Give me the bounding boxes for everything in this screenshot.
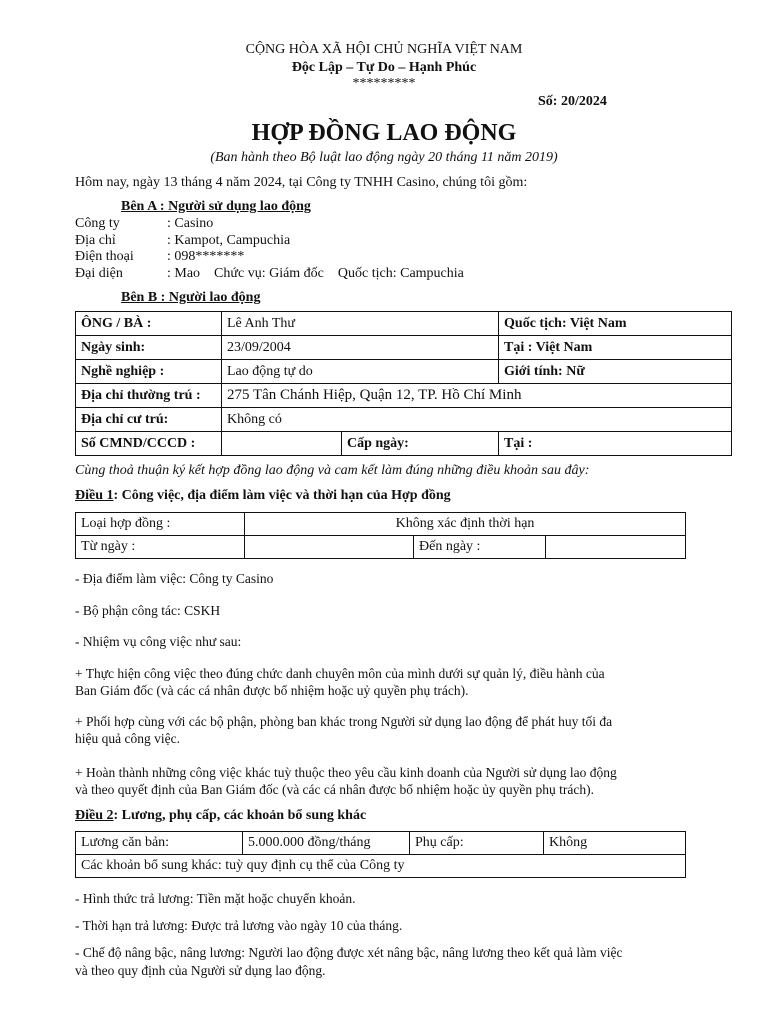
- id-number-value: [222, 432, 342, 456]
- table-row: [76, 832, 686, 855]
- issue-place-cell: Tại :: [499, 432, 732, 456]
- party-b-table: [75, 311, 732, 456]
- table-row: [76, 360, 732, 384]
- article-1-number: Điều 1: [75, 488, 114, 503]
- residence-address-label: Địa chỉ cư trú:: [76, 408, 222, 432]
- name-label: ÔNG / BÀ :: [76, 312, 222, 336]
- table-row: [76, 312, 732, 336]
- contract-number: Số: 20/2024: [538, 94, 607, 109]
- party-a-address-value: : Kampot, Campuchia: [167, 233, 291, 248]
- contract-title: HỢP ĐỒNG LAO ĐỘNG: [251, 120, 517, 146]
- duty-2-line-1: + Phối hợp cùng với các bộ phận, phòng ban khác trong Người sử dụng lao động để phát huy tối đa: [75, 714, 613, 729]
- start-date-label: Từ ngày :: [76, 536, 245, 559]
- dob-label: Ngày sinh:: [76, 336, 222, 360]
- national-motto: Độc Lập – Tự Do – Hạnh Phúc: [291, 60, 477, 75]
- duty-1-line-1: + Thực hiện công việc theo đúng chức danh chuyên môn của mình dưới sự quản lý, điều hành của: [75, 666, 605, 681]
- permanent-address-value: 275 Tân Chánh Hiệp, Quận 12, TP. Hồ Chí Minh: [222, 384, 732, 408]
- party-a-heading: Bên A : Người sử dụng lao động: [121, 199, 311, 214]
- party-a-phone-value: : 098*******: [167, 249, 245, 264]
- base-salary-label: Lương căn bản:: [76, 832, 243, 855]
- agreement-text: Cùng thoả thuận ký kết hợp đồng lao động và cam kết làm đúng những điều khoản sau đây:: [75, 463, 590, 478]
- party-a-representative-label: Đại diện: [75, 266, 123, 281]
- name-value: Lê Anh Thư: [222, 312, 499, 336]
- allowance-label: Phụ cấp:: [410, 832, 544, 855]
- salary-raise-line-1: - Chế độ nâng bậc, nâng lương: Người lao động được xét nâng bậc, nâng lương theo kết quả làm việc: [75, 945, 623, 960]
- article-2-number: Điều 2: [75, 808, 114, 823]
- table-row: [76, 513, 686, 536]
- work-location: - Địa điểm làm việc: Công ty Casino: [75, 571, 274, 586]
- table-row: [76, 536, 686, 559]
- contract-term-table: [75, 512, 686, 559]
- end-date-label: Đến ngày :: [414, 536, 546, 559]
- contract-subtitle: (Ban hành theo Bộ luật lao động ngày 20 tháng 11 năm 2019): [210, 150, 558, 165]
- party-a-phone-label: Điện thoại: [75, 249, 134, 264]
- duties-intro: - Nhiệm vụ công việc như sau:: [75, 634, 242, 649]
- article-1-title: : Công việc, địa điểm làm việc và thời hạn của Hợp đồng: [113, 488, 451, 503]
- base-salary-value: 5.000.000 đồng/tháng: [243, 832, 410, 855]
- salary-raise-line-2: và theo quy định của Người sử dụng lao động.: [75, 963, 326, 978]
- contract-type-label: Loại hợp đồng :: [76, 513, 245, 536]
- article-2-title: : Lương, phụ cấp, các khoản bổ sung khác: [113, 808, 367, 823]
- party-b-heading: Bên B : Người lao động: [121, 290, 261, 305]
- extra-payments-cell: Các khoản bổ sung khác: tuỳ quy định cụ thể của Công ty: [76, 855, 686, 878]
- payment-time: - Thời hạn trả lương: Được trả lương vào ngày 10 của tháng.: [75, 918, 403, 933]
- place-of-birth-cell: Tại : Việt Nam: [499, 336, 732, 360]
- party-a-address-label: Địa chỉ: [75, 233, 116, 248]
- nationality-cell: Quốc tịch: Việt Nam: [499, 312, 732, 336]
- start-date-value: [245, 536, 414, 559]
- contract-type-value: Không xác định thời hạn: [245, 513, 686, 536]
- permanent-address-label: Địa chỉ thường trú :: [76, 384, 222, 408]
- table-row: [76, 384, 732, 408]
- duty-2-line-2: hiệu quả công việc.: [75, 731, 180, 746]
- table-row: [76, 432, 732, 456]
- department: - Bộ phận công tác: CSKH: [75, 603, 221, 618]
- issue-date-cell: Cấp ngày:: [342, 432, 499, 456]
- table-row: [76, 336, 732, 360]
- party-a-representative-value: : Mao Chức vụ: Giám đốc Quốc tịch: Campuchia: [167, 266, 464, 281]
- country-name: CỘNG HÒA XÃ HỘI CHỦ NGHĨA VIỆT NAM: [245, 42, 523, 57]
- intro-text: Hôm nay, ngày 13 tháng 4 năm 2024, tại Công ty TNHH Casino, chúng tôi gồm:: [75, 175, 528, 190]
- occupation-label: Nghề nghiệp :: [76, 360, 222, 384]
- payment-method: - Hình thức trả lương: Tiền mặt hoặc chuyển khoản.: [75, 891, 356, 906]
- duty-1-line-2: Ban Giám đốc (và các cá nhân được bổ nhiệm hoặc uỷ quyền phụ trách).: [75, 683, 469, 698]
- duty-3-line-1: + Hoàn thành những công việc khác tuỳ thuộc theo yêu cầu kinh doanh của Người sử dụng lao động: [75, 765, 617, 780]
- dob-value: 23/09/2004: [222, 336, 499, 360]
- residence-address-value: Không có: [222, 408, 732, 432]
- table-row: [76, 408, 732, 432]
- article-2-heading: [75, 808, 366, 824]
- motto-separator: *********: [352, 76, 416, 91]
- id-number-label: Số CMND/CCCD :: [76, 432, 222, 456]
- occupation-value: Lao động tự do: [222, 360, 499, 384]
- article-1-heading: [75, 488, 451, 504]
- duty-3-line-2: và theo quyết định của Ban Giám đốc (và các cá nhân được bổ nhiệm hoặc ủy quyền phụ trách).: [75, 782, 595, 797]
- salary-table: [75, 831, 686, 878]
- party-a-company-value: : Casino: [167, 216, 214, 231]
- table-row: [76, 855, 686, 878]
- end-date-value: [546, 536, 686, 559]
- gender-cell: Giới tính: Nữ: [499, 360, 732, 384]
- party-a-company-label: Công ty: [75, 216, 120, 231]
- allowance-value: Không: [544, 832, 686, 855]
